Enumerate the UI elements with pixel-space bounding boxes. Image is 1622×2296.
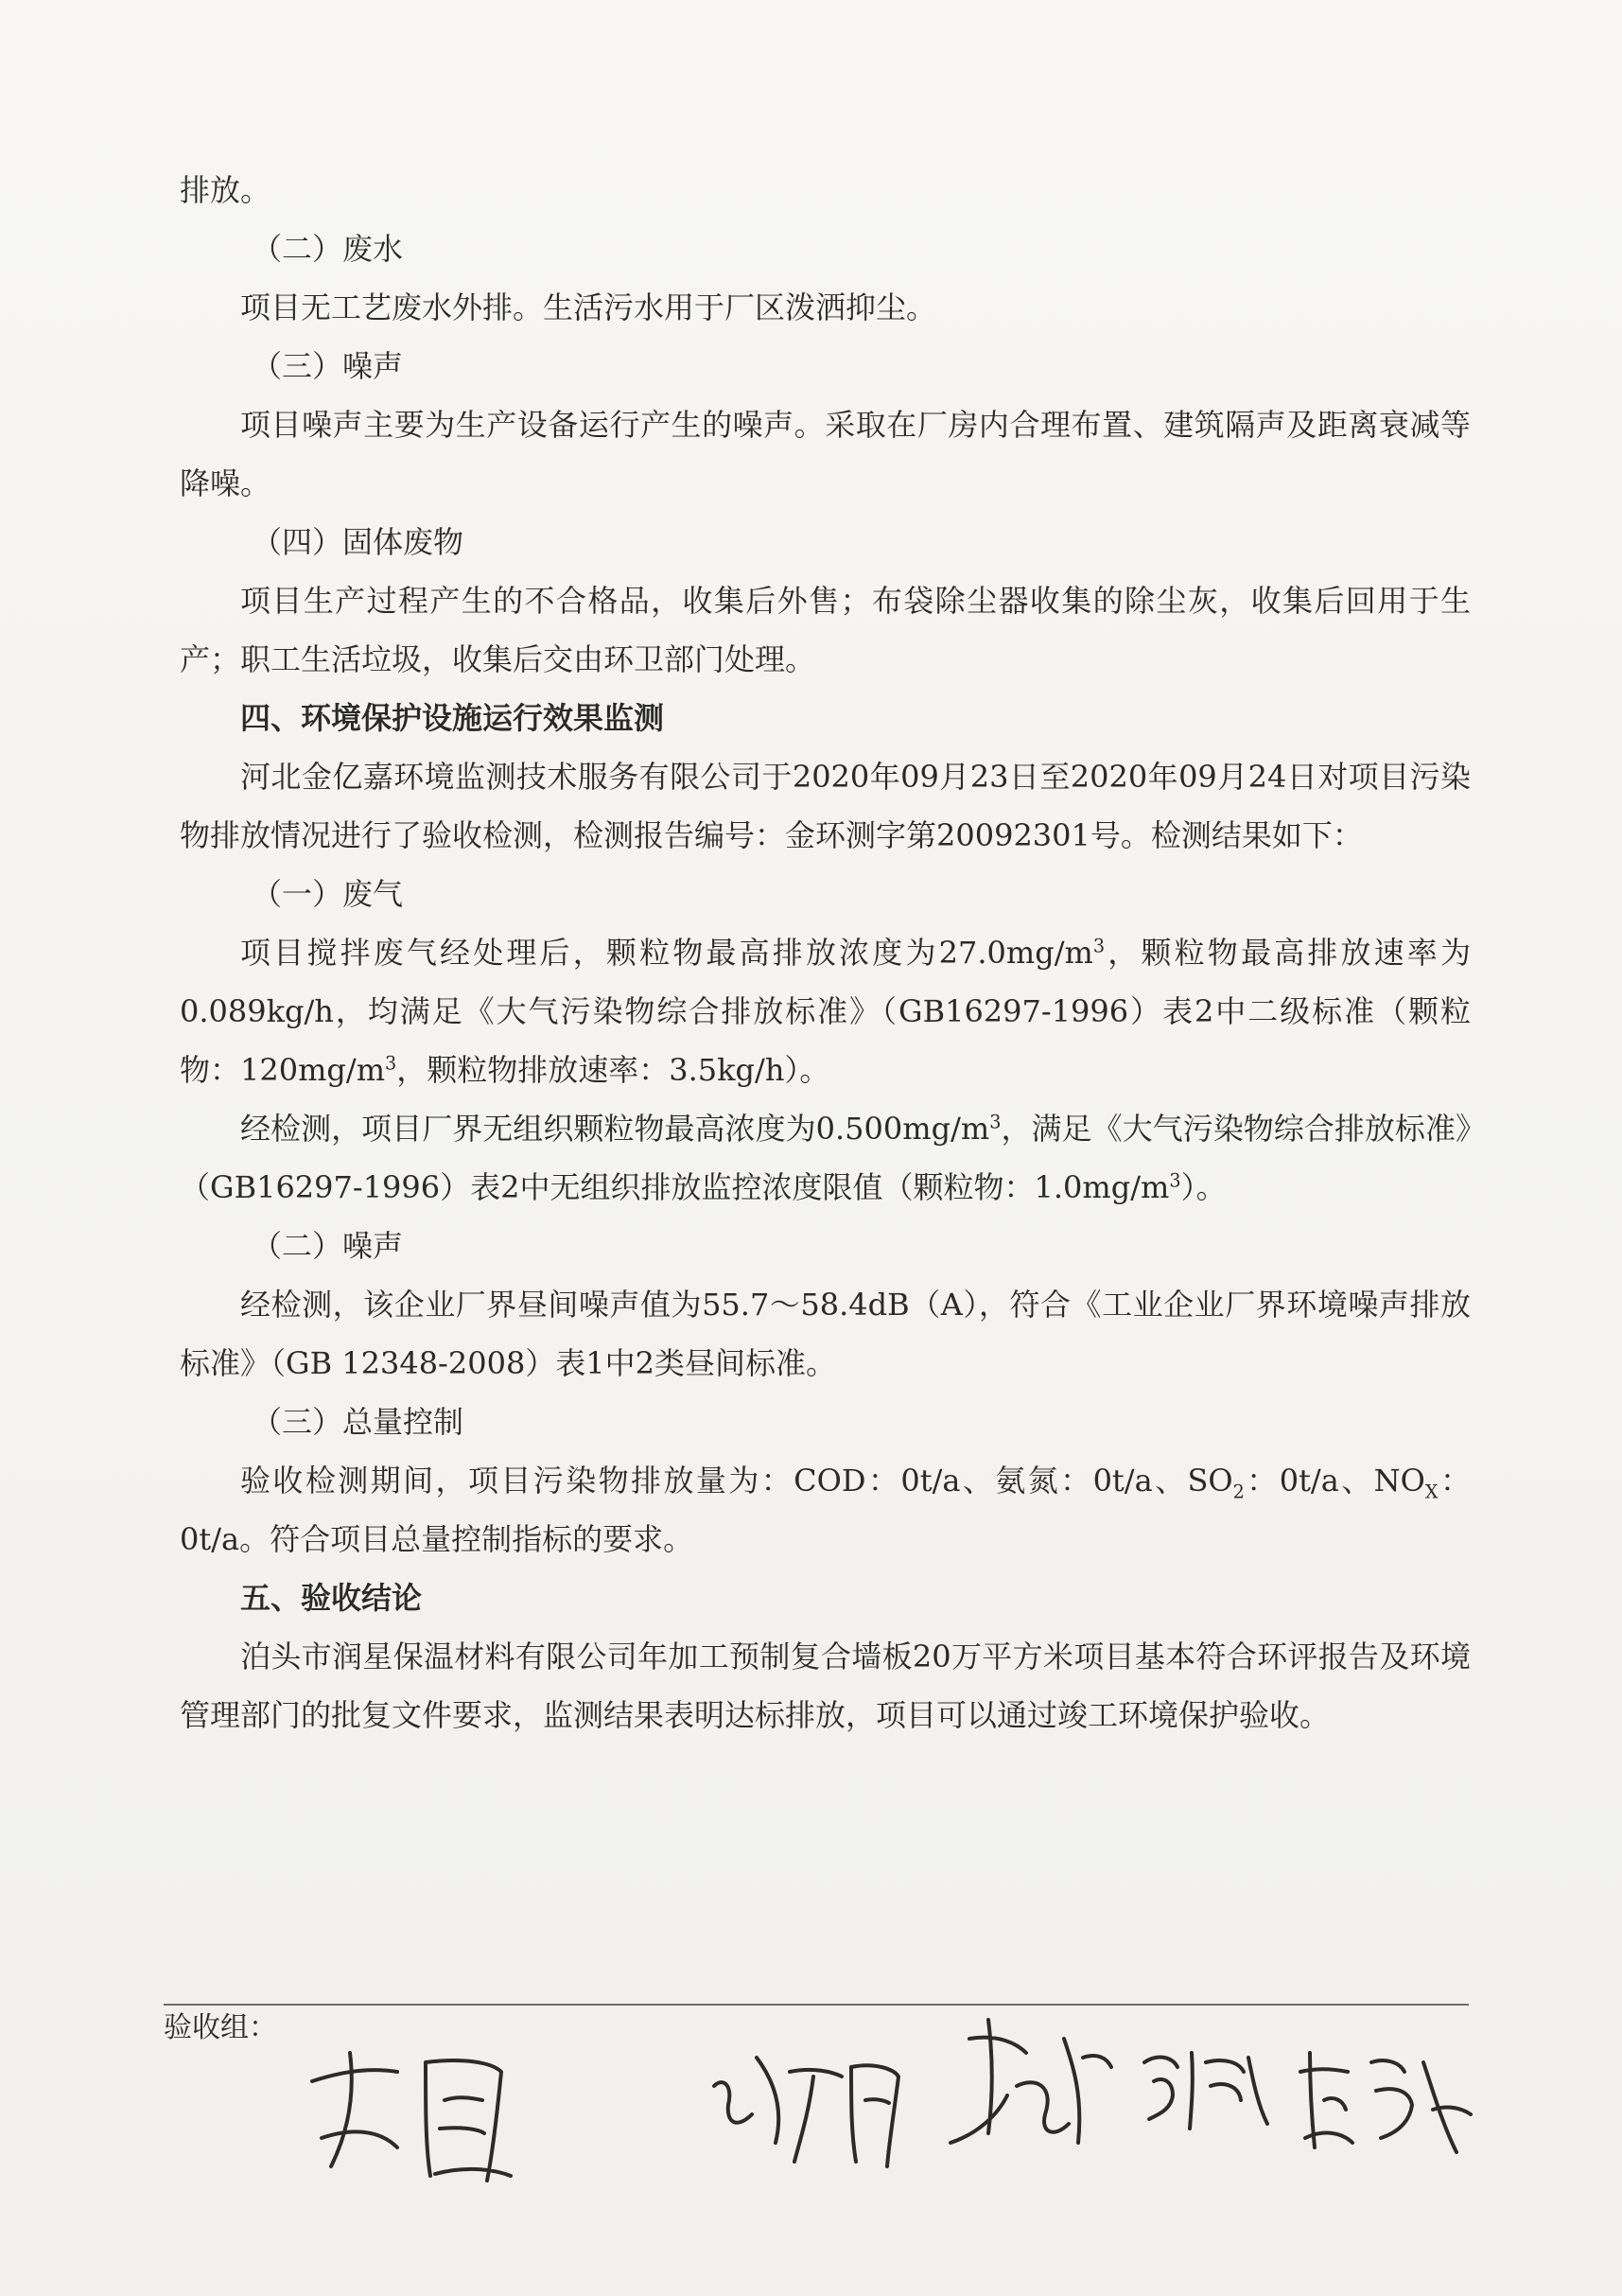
paragraph-solid-waste: 项目生产过程产生的不合格品，收集后外售；布袋除尘器收集的除尘灰，收集后回用于生产；职工生活垃圾，收集后交由环卫部门处理。 — [180, 583, 1471, 677]
document-body — [180, 161, 1471, 1744]
subheading-exhaust-gas: （一）废气 — [252, 876, 404, 912]
handwritten-signature-3 — [941, 2001, 1121, 2171]
signature-label-text: 验收组： — [164, 2011, 277, 2044]
signatures-area — [0, 1996, 1622, 2214]
paragraph-monitoring-intro: 河北金亿嘉环境监测技术服务有限公司于2020年09月23日至2020年09月24日对项目污染物排放情况进行了验收检测，检测报告编号：金环测字第20092301号。检测结果如下： — [180, 759, 1471, 853]
section-heading-conclusion: 五、验收结论 — [240, 1580, 423, 1616]
handwritten-signature-2 — [700, 2020, 917, 2181]
handwritten-signature-1 — [284, 2015, 530, 2204]
section-heading-monitoring: 四、环境保护设施运行效果监测 — [240, 700, 665, 736]
handwritten-signature-4 — [1135, 2024, 1277, 2138]
paragraph-continuation: 排放。 — [180, 172, 271, 208]
paragraph-noise-result: 经检测，该企业厂界昼间噪声值为55.7～58.4dB（A），符合《工业企业厂界环境噪声排放标准》（GB 12348-2008）表1中2类昼间标准。 — [180, 1287, 1471, 1381]
paragraph-total-control: 验收检测期间，项目污染物排放量为：COD：0t/a、氨氮：0t/a、$SO_2$：0t/a、$NO_X$：0t/a。符合项目总量控制指标的要求。 — [180, 1463, 1471, 1557]
subheading-solid-waste: （四）固体废物 — [252, 524, 464, 560]
subheading-total-control: （三）总量控制 — [252, 1404, 464, 1440]
paragraph-noise: 项目噪声主要为生产设备运行产生的噪声。采取在厂房内合理布置、建筑隔声及距离衰减等降噪。 — [180, 407, 1471, 501]
paragraph-fugitive-emission: 经检测，项目厂界无组织颗粒物最高浓度为$0.500mg/m^3$，满足《大气污染物综合排放标准》（GB16297-1996）表2中无组织排放监控浓度限值（颗粒物：$1.0mg/m^3$）。 — [180, 1111, 1471, 1205]
handwritten-signature-5 — [1291, 2034, 1480, 2176]
subheading-wastewater: （二）废水 — [252, 231, 404, 267]
paragraph-exhaust-gas: 项目搅拌废气经处理后，颗粒物最高排放浓度为$27.0mg/m^3$，颗粒物最高排放速率为0.089kg/h，均满足《大气污染物综合排放标准》（GB16297-1996）表2中二级标准（颗粒物：$120mg/m^3$，颗粒物排放速率：3.5kg/h）。 — [180, 935, 1471, 1088]
paragraph-wastewater: 项目无工艺废水外排。生活污水用于厂区泼洒抑尘。 — [240, 289, 937, 325]
subheading-noise-result: （二）噪声 — [252, 1228, 404, 1264]
paragraph-conclusion: 泊头市润星保温材料有限公司年加工预制复合墙板20万平方米项目基本符合环评报告及环境管理部门的批复文件要求，监测结果表明达标排放，项目可以通过竣工环境保护验收。 — [180, 1639, 1471, 1733]
subheading-noise: （三）噪声 — [252, 348, 404, 384]
